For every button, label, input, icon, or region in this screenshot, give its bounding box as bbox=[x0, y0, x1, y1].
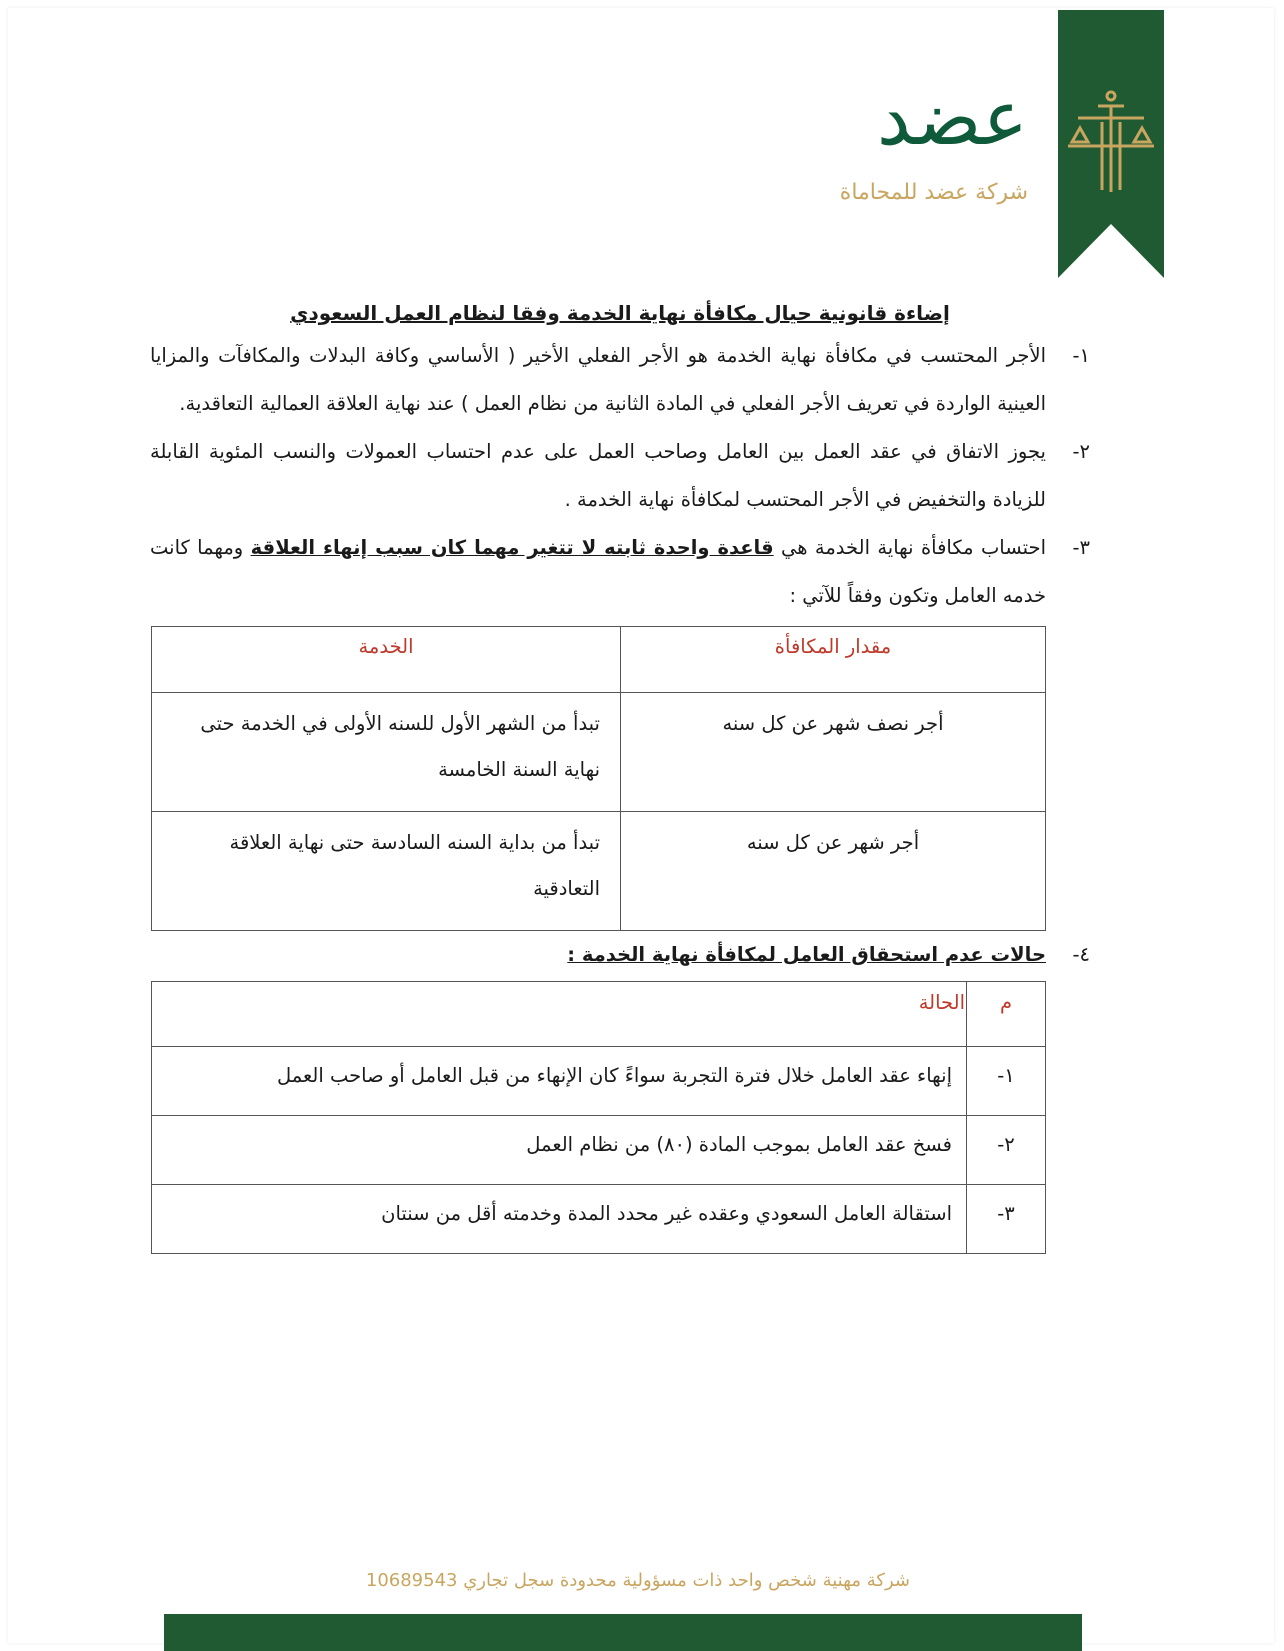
paragraph-number: ٢- bbox=[1072, 440, 1090, 463]
brand-ribbon bbox=[1058, 10, 1164, 278]
document-body bbox=[150, 296, 1090, 1254]
table-cell: أجر نصف شهر عن كل سنه bbox=[621, 693, 1046, 812]
reward-table bbox=[151, 626, 1046, 931]
paragraph-2 bbox=[150, 428, 1090, 524]
table-cell: تبدأ من الشهر الأول للسنه الأولى في الخدمة حتى نهاية السنة الخامسة bbox=[152, 693, 621, 812]
table-header: الحالة bbox=[152, 982, 967, 1047]
table-cell: تبدأ من بداية السنه السادسة حتى نهاية العلاقة التعادقية bbox=[152, 812, 621, 931]
section-title: حالات عدم استحقاق العامل لمكافأة نهاية الخدمة : bbox=[567, 943, 1046, 966]
paragraph-1 bbox=[150, 332, 1090, 428]
table-row bbox=[152, 1047, 1046, 1116]
paragraph-number: ٣- bbox=[1072, 536, 1090, 559]
paragraph-text-part: احتساب مكافأة نهاية الخدمة هي bbox=[781, 536, 1046, 559]
table-row bbox=[152, 1116, 1046, 1185]
table-cell: ١- bbox=[967, 1047, 1046, 1116]
table-row bbox=[152, 812, 1046, 931]
table-cell: ٣- bbox=[967, 1185, 1046, 1254]
table-row bbox=[152, 1185, 1046, 1254]
table-header-row bbox=[152, 982, 1046, 1047]
document-title: إضاءة قانونية حيال مكافأة نهاية الخدمة وفقا لنظام العمل السعودي bbox=[290, 301, 950, 325]
company-logo bbox=[839, 73, 1028, 214]
paragraph-3 bbox=[150, 524, 1090, 620]
table-header: م bbox=[967, 982, 1046, 1047]
table-cell: فسخ عقد العامل بموجب المادة (٨٠) من نظام العمل bbox=[152, 1116, 967, 1185]
table-row bbox=[152, 693, 1046, 812]
paragraph-number: ٤- bbox=[1072, 943, 1090, 966]
cases-table bbox=[151, 981, 1046, 1254]
footer-text: شركة مهنية شخص واحد ذات مسؤولية محدودة سجل تجاري 10689543 bbox=[365, 1570, 910, 1591]
table-header: الخدمة bbox=[152, 627, 621, 693]
table-cell: ٢- bbox=[967, 1116, 1046, 1185]
table-header-row bbox=[152, 627, 1046, 693]
paragraph-number: ١- bbox=[1072, 344, 1090, 367]
footer-bar bbox=[164, 1614, 1082, 1651]
paragraph-text: يجوز الاتفاق في عقد العمل بين العامل وصاحب العمل على عدم احتساب العمولات والنسب المئوية القابلة للزيادة والتخفيض في الأجر المحتسب لمكافأة نهاية الخدمة . bbox=[150, 440, 1046, 511]
paragraph-text bbox=[150, 524, 1046, 620]
table-cell: أجر شهر عن كل سنه bbox=[621, 812, 1046, 931]
table-cell: استقالة العامل السعودي وعقده غير محدد المدة وخدمته أقل من سنتان bbox=[152, 1185, 967, 1254]
emphasis-text: قاعدة واحدة ثابته لا تتغير مهما كان سبب إنهاء العلاقة bbox=[250, 536, 774, 559]
paragraph-text-part: ومهما كانت خدمه العامل وتكون وفقاً للآتي : bbox=[150, 536, 1046, 607]
paragraph-text: الأجر المحتسب في مكافأة نهاية الخدمة هو الأجر الفعلي الأخير ( الأساسي وكافة البدلات والمكافآت والمزايا العينية الواردة في تعريف الأجر الفعلي في المادة الثانية من نظام العمل ) عند نهاية العلاقة العمالية التعاقدية. bbox=[150, 344, 1046, 415]
section-4-heading bbox=[150, 933, 1090, 977]
table-cell: إنهاء عقد العامل خلال فترة التجربة سواءً كان الإنهاء من قبل العامل أو صاحب العمل bbox=[152, 1047, 967, 1116]
logo-wordmark: عضد bbox=[876, 73, 1028, 162]
table-header: مقدار المكافأة bbox=[621, 627, 1046, 693]
logo-subtitle: شركة عضد للمحاماة bbox=[839, 180, 1028, 205]
